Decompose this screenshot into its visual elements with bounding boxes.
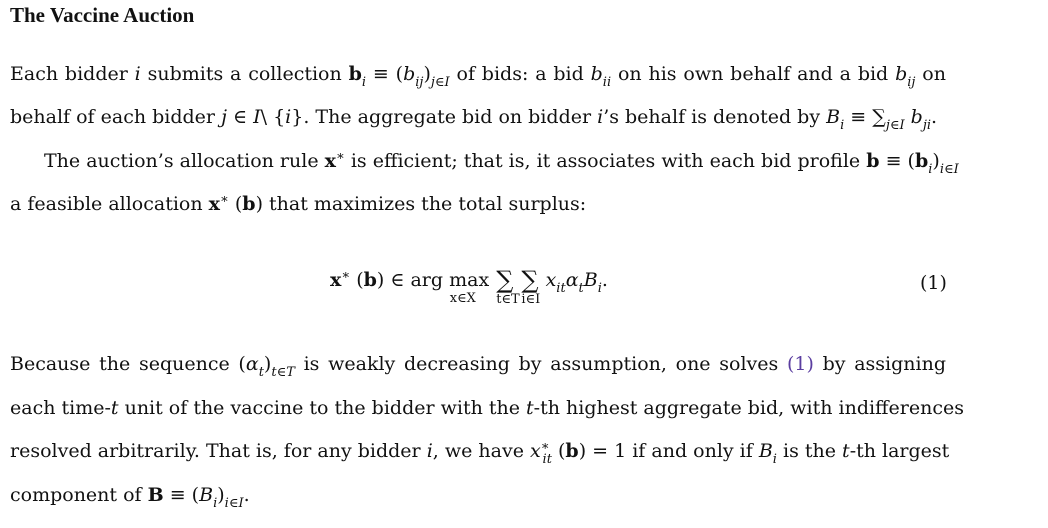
text-run: on his own behalf and a bid [617, 63, 889, 85]
text-run: each time- [10, 397, 111, 419]
text-run: ’s behalf is denoted by [603, 106, 821, 128]
text-run: = 1 if and only if [592, 440, 753, 462]
text-run: behalf of each bidder [10, 106, 216, 128]
text-run: is the [783, 440, 836, 462]
paragraph-1-line-1: Each bidder i submits a collection $b_i \equiv (b_{ij})_{j\in I}$ of bids: a bid $b_{ii}$ on his own behalf and a bid $b_{ij}$ on [10, 63, 946, 90]
text-run: Each bidder [10, 63, 128, 85]
text-run: unit of the vaccine to the bidder with the [124, 397, 520, 419]
text-run: submits a collection [147, 63, 342, 85]
text-run: component of [10, 484, 142, 506]
text-run: that maximizes the total surplus: [269, 193, 587, 215]
text-run: , we have [432, 440, 524, 462]
paragraph-3-line-3: resolved arbitrarily. That is, for any bidder i, we have $x^∗_{it}$ (b) = 1 if and only if $B_i$ is the t-th largest [10, 439, 950, 467]
text-run: of bids: a bid [456, 63, 584, 85]
text-run: is weakly decreasing by assumption, one solves [303, 353, 779, 375]
argmax-subscript: x∈X [449, 291, 476, 306]
text-run: -th highest aggregate bid, with indifferences [533, 397, 965, 419]
argmax-operator: arg max x∈X [410, 269, 490, 306]
paragraph-3-line-2: each time-t unit of the vaccine to the bidder with the t-th highest aggregate bid, with indifferences [10, 397, 965, 419]
paragraph-3-line-4: component of $B \equiv (B_i)_{i\in I}$. [10, 484, 250, 511]
paragraph-3-line-1: Because the sequence $(\alpha_t)_{t\in T}$ is weakly decreasing by assumption, one solves (1) by assigning [10, 353, 947, 380]
equation-1 [0, 262, 1048, 322]
text-run: a feasible allocation [10, 193, 203, 215]
text-run: is efficient; that is, it associates with each bid profile [350, 150, 861, 172]
text-run: The auction’s allocation rule [44, 150, 319, 172]
paragraph-2-line-1: The auction’s allocation rule x∗ is efficient; that is, it associates with each bid profile $b \equiv (b_i)_{i\in I}$ [44, 149, 959, 177]
section-title: The Vaccine Auction [10, 3, 195, 27]
paragraph-2-line-2: a feasible allocation x∗ (b) that maximizes the total surplus: [10, 192, 587, 215]
paragraph-1-line-2: behalf of each bidder j ∈ I\ {i}. The aggregate bid on bidder i’s behalf is denoted by $B_i \equiv \sum_{j\in I}$ $b_{ji}$. [10, 106, 938, 133]
sum-operator-t: ∑ t∈T [496, 266, 520, 307]
text-run: by assigning [822, 353, 947, 375]
text-run: -th largest [849, 440, 950, 462]
equation-reference-link[interactable]: (1) [786, 353, 814, 375]
sum-operator-i: ∑ i∈I [521, 266, 541, 307]
text-run: resolved arbitrarily. That is, for any bidder [10, 440, 421, 462]
sum-subscript-i: i∈I [521, 292, 541, 307]
equation-number: (1) [920, 272, 947, 294]
equation-body: x∗ (b) ∈ arg max x∈X ∑ t∈T ∑ i∈I $x_{it}\alpha_tB_i$. [330, 266, 608, 307]
text-run: . The aggregate bid on bidder [303, 106, 592, 128]
sum-subscript-t: t∈T [496, 292, 520, 307]
text-run: Because the sequence [10, 353, 230, 375]
text-run: on [922, 63, 946, 85]
